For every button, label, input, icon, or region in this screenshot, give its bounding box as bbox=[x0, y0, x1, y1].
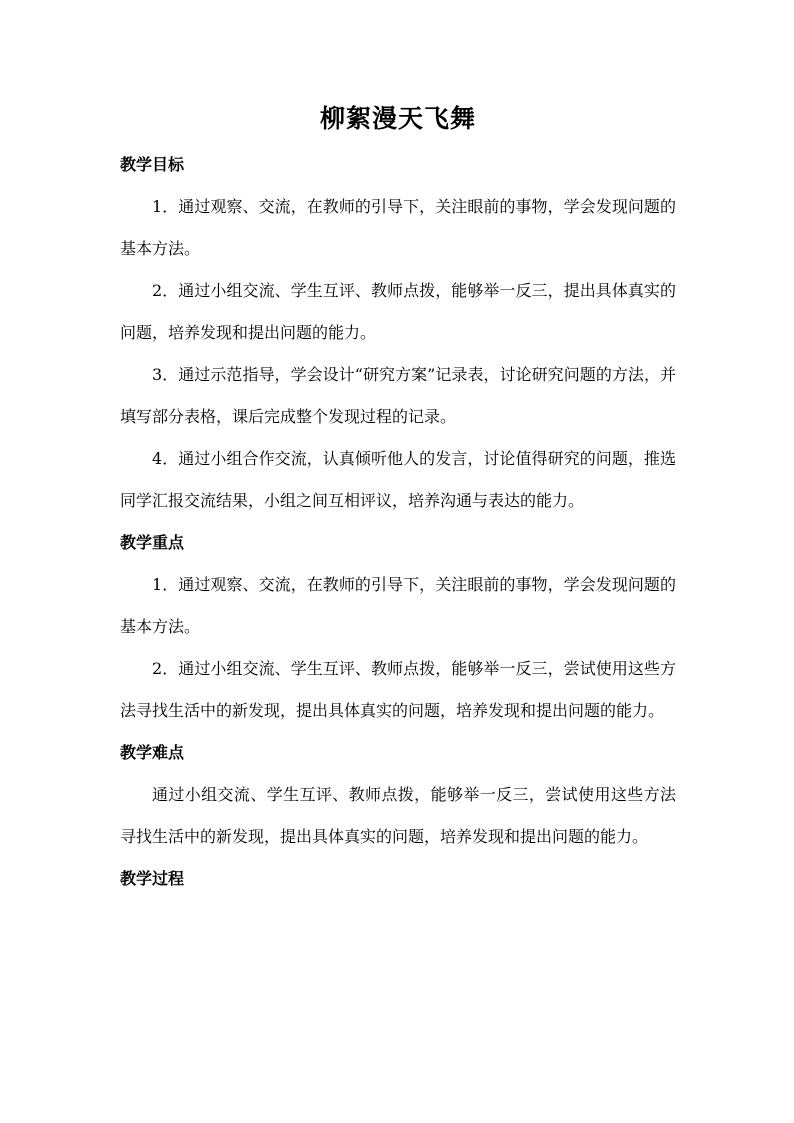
section-teaching-process bbox=[120, 858, 676, 900]
section-teaching-difficulty bbox=[120, 732, 676, 858]
paragraph: 通过小组交流、学生互评、教师点拨，能够举一反三，尝试使用这些方法寻找生活中的新发现，提出具体真实的问题，培养发现和提出问题的能力。 bbox=[120, 785, 676, 846]
paragraph: 2．通过小组交流、学生互评、教师点拨，能够举一反三，提出具体真实的问题，培养发现和提出问题的能力。 bbox=[120, 281, 676, 342]
section-heading: 教学难点 bbox=[120, 743, 185, 762]
paragraph: 1．通过观察、交流，在教师的引导下，关注眼前的事物，学会发现问题的基本方法。 bbox=[120, 575, 676, 636]
paragraph: 3．通过示范指导，学会设计“研究方案”记录表，讨论研究问题的方法，并填写部分表格，课后完成整个发现过程的记录。 bbox=[120, 365, 676, 426]
section-heading: 教学目标 bbox=[120, 155, 185, 174]
section-teaching-objectives bbox=[120, 144, 676, 522]
paragraph: 2．通过小组交流、学生互评、教师点拨，能够举一反三，尝试使用这些方法寻找生活中的新发现，提出具体真实的问题，培养发现和提出问题的能力。 bbox=[120, 659, 676, 720]
section-heading: 教学过程 bbox=[120, 869, 185, 888]
section-heading: 教学重点 bbox=[120, 533, 185, 552]
document-body bbox=[120, 98, 676, 900]
paragraph: 4．通过小组合作交流，认真倾听他人的发言，讨论值得研究的问题，推选同学汇报交流结果，小组之间互相评议，培养沟通与表达的能力。 bbox=[120, 449, 676, 510]
document-title: 柳絮漫天飞舞 bbox=[319, 104, 476, 133]
section-teaching-focus bbox=[120, 522, 676, 732]
paragraph: 1．通过观察、交流，在教师的引导下，关注眼前的事物，学会发现问题的基本方法。 bbox=[120, 197, 676, 258]
